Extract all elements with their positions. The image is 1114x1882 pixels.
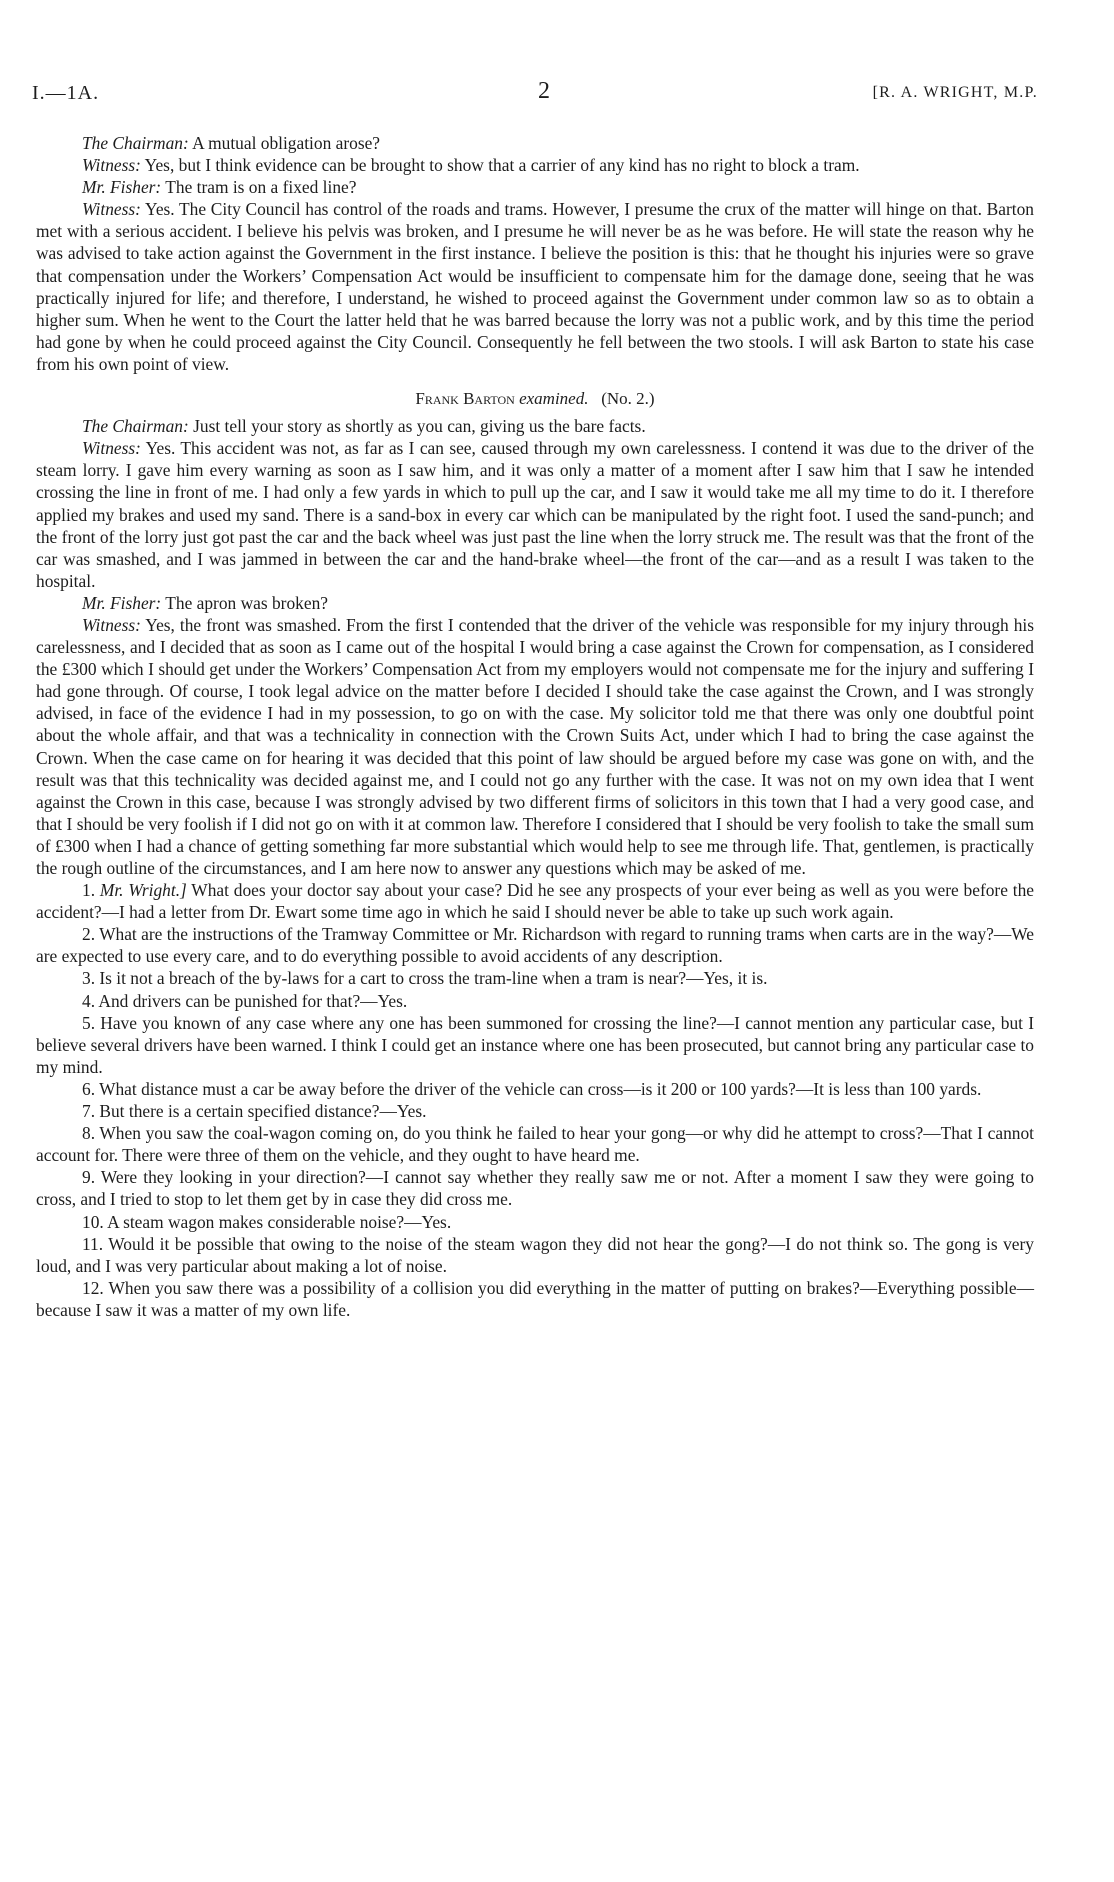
paragraph-text: Just tell your story as shortly as you can, giving us the bare facts. xyxy=(188,416,646,437)
section-heading xyxy=(36,388,1034,410)
question-text: 11. Would it be possible that owing to the noise of the steam wagon they did not hear the gong?—I do not think so. The gong is very loud, and I was very particular about making a lot of noise. xyxy=(36,1233,1034,1276)
question-3 xyxy=(36,967,1034,989)
question-10 xyxy=(36,1211,1034,1233)
question-2 xyxy=(36,923,1034,967)
question-text: 2. What are the instructions of the Tramway Committee or Mr. Richardson with regard to running trams when carts are in the way?—We are expected to use every care, and to do everything possible to avoid accidents of any description. xyxy=(36,924,1034,967)
paragraph xyxy=(36,614,1034,879)
paragraph xyxy=(36,132,1034,154)
speaker-label: Witness: xyxy=(82,614,141,635)
question-text: 9. Were they looking in your direction?—I cannot say whether they really saw me or not. After a moment I saw they were going to cross, and I tried to stop to let them get by in case they did cross me. xyxy=(36,1167,1034,1210)
question-text: 3. Is it not a breach of the by-laws for a cart to cross the tram-line when a tram is near?—Yes, it is. xyxy=(82,968,768,989)
speaker-label: Mr. Fisher: xyxy=(82,592,162,613)
question-6 xyxy=(36,1078,1034,1100)
question-1 xyxy=(36,879,1034,923)
question-12 xyxy=(36,1277,1034,1321)
question-5 xyxy=(36,1012,1034,1078)
paragraph-text: Yes, the front was smashed. From the first I contended that the driver of the vehicle was responsible for my injury through his carelessness, and I decided that as soon as I came out of the hospital I would bring a case against the Crown for compensation, as I considered the £300 which I should get under the Workers’ Compensation Act from my employers would not compensate me for the injury and suffering I had gone through. Of course, I took legal advice on the matter before I decided I should take the case against the Crown, and I was strongly advised, in face of the evidence I had in my possession, to go on with the case. My solicitor told me that there was only one doubtful point about the whole affair, and that was a technicality in connection with the Crown Suits Act, under which I had to bring the case against the Crown. When the case came on for hearing it was decided that this point of law should be argued before my case was gone on with, and the result was that this technicality was decided against me, and I could not go any further with the case. It was not on my own idea that I went against the Crown in this case, because I was strongly advised by two different firms of solicitors in this town that I had a very good case, and that I should be very foolish if I did not go on with it at common law. Therefore I considered that I should be very foolish to take the small sum of £300 when I had a chance of getting something far more substantial which would help to see me through life. That, gentlemen, is practically the rough outline of the circumstances, and I am here now to answer any questions which may be asked of me. xyxy=(36,614,1034,878)
examination-number: (No. 2.) xyxy=(601,389,655,409)
paragraph-text: Yes. The City Council has control of the roads and trams. However, I presume the crux of the matter will hinge on that. Barton met with a serious accident. I believe his pelvis was broken, and I presume he will never be as he was before. He will state the reason why he was advised to take action against the Government in the first instance. I believe the position is this: that he thought his injuries were so grave that compensation under the Workers’ Compensation Act would be insufficient to compensate him for the damage done, seeing that he was practically injured for life; and therefore, I understand, he wished to proceed against the Government under common law so as to obtain a higher sum. When he went to the Court the latter held that he was barred because the lorry was not a public work, and by this time the period had gone by when he could proceed against the City Council. Consequently he fell between the two stools. I will ask Barton to state his case from his own point of view. xyxy=(36,199,1034,374)
page-number: 2 xyxy=(538,78,550,104)
paragraph-text: A mutual obligation arose? xyxy=(188,133,381,153)
paragraph-text: The apron was broken? xyxy=(161,592,328,613)
paper-reference: I.—1A. xyxy=(32,82,100,104)
speaker-label: Witness: xyxy=(82,199,141,220)
paragraph xyxy=(36,437,1034,592)
document-body xyxy=(36,132,1034,1321)
question-text: 8. When you saw the coal-wagon coming on, do you think he failed to hear your gong—or why did he attempt to cross?—That I cannot account for. There were three of them on the vehicle, and they ought to have heard me. xyxy=(36,1123,1034,1166)
question-8 xyxy=(36,1122,1034,1166)
speaker-label: The Chairman: xyxy=(82,416,189,437)
paragraph-text: Yes, but I think evidence can be brought to show that a carrier of any kind has no right to block a tram. xyxy=(140,155,860,176)
speaker-label: Mr. Wright.] xyxy=(99,880,187,901)
speaker-label: Mr. Fisher: xyxy=(82,177,162,198)
witness-reference: [R. A. WRIGHT, M.P. xyxy=(872,84,1038,101)
question-text: What does your doctor say about your case? Did he see any prospects of your ever being as well as you were before the accident?—I had a letter from Dr. Ewart some time ago in which he said I should never be able to take up such work again. xyxy=(36,880,1034,923)
question-text: 12. When you saw there was a possibility of a collision you did everything in the matter of putting on brakes?—Everything possible—because I saw it was a matter of my own life. xyxy=(36,1277,1034,1320)
paragraph xyxy=(36,415,1034,437)
witness-name: Frank Barton xyxy=(415,389,515,409)
question-7 xyxy=(36,1100,1034,1122)
paragraph xyxy=(36,592,1034,614)
heading-text: examined. xyxy=(514,389,589,409)
question-9 xyxy=(36,1166,1034,1210)
paragraph xyxy=(36,176,1034,198)
paragraph xyxy=(36,154,1034,176)
question-11 xyxy=(36,1233,1034,1277)
speaker-label: Witness: xyxy=(82,438,141,459)
question-text: 7. But there is a certain specified distance?—Yes. xyxy=(82,1101,427,1122)
question-text: 5. Have you known of any case where any one has been summoned for crossing the line?—I cannot mention any particular case, but I believe several drivers have been warned. I think I could get an instance where one has been prosecuted, but cannot bring any particular case to my mind. xyxy=(36,1012,1034,1077)
speaker-label: The Chairman: xyxy=(82,133,189,153)
question-text: 10. A steam wagon makes considerable noise?—Yes. xyxy=(82,1211,452,1232)
question-number: 1. xyxy=(82,880,100,901)
question-text: 6. What distance must a car be away before the driver of the vehicle can cross—is it 200 or 100 yards?—It is less than 100 yards. xyxy=(82,1078,982,1099)
paragraph-text: The tram is on a fixed line? xyxy=(161,177,357,198)
page-header xyxy=(28,78,1038,112)
paragraph-text: Yes. This accident was not, as far as I can see, caused through my own carelessness. I contend it was due to the driver of the steam lorry. I gave him every warning as soon as I saw him, and it was only a matter of a moment after I saw him that I saw he intended crossing the line in front of me. I had only a few yards in which to pull up the car, and I saw it would take me all my time to do it. I therefore applied my brakes and used my sand. There is a sand-box in every car which can be manipulated by the right foot. I used the sand-punch; and the front of the lorry just got past the car and the back wheel was just past the line when the lorry struck me. The result was that the front of the car was smashed, and I was jammed in between the car and the hand-brake wheel—the front of the car—and as a result I was taken to the hospital. xyxy=(36,438,1034,591)
speaker-label: Witness: xyxy=(82,155,141,176)
question-text: 4. And drivers can be punished for that?—Yes. xyxy=(82,990,408,1011)
question-4 xyxy=(36,990,1034,1012)
paragraph xyxy=(36,198,1034,375)
